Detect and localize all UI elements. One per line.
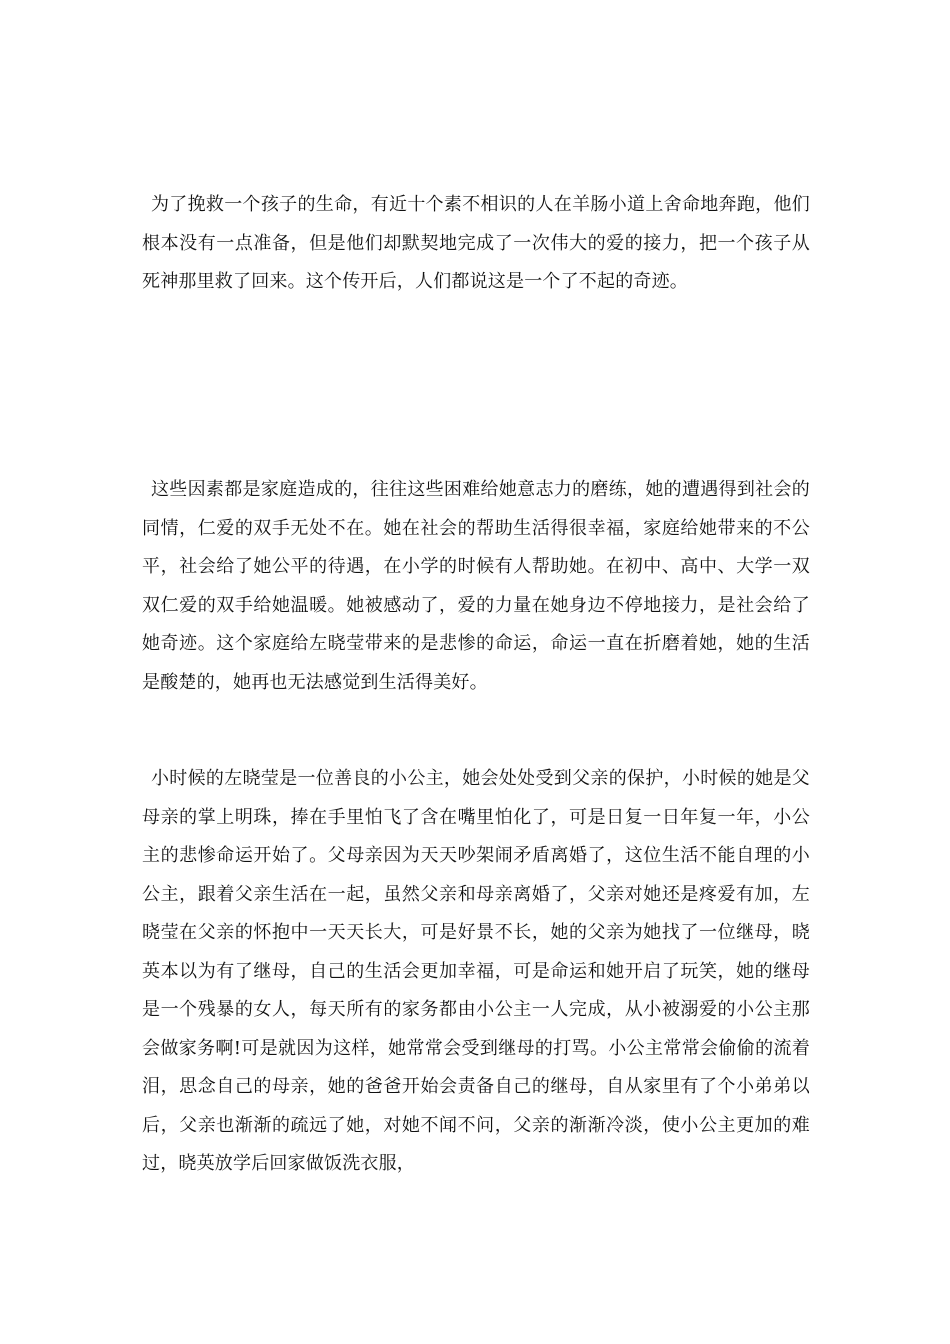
paragraph-rescue-relay: 为了挽救一个孩子的生命，有近十个素不相识的人在羊肠小道上舍命地奔跑，他们根本没有一点准备，但是他们却默契地完成了一次伟大的爱的接力，把一个孩子从死神那里救了回来。这个传开后，人们都说这是一个了不起的奇迹。 bbox=[142, 194, 810, 292]
paragraph-family-hardship: 这些因素都是家庭造成的，往往这些困难给她意志力的磨练，她的遭遇得到社会的同情，仁爱的双手无处不在。她在社会的帮助生活得很幸福，家庭给她带来的不公平，社会给了她公平的待遇，在小学的时候有人帮助她。在初中、高中、大学一双双仁爱的双手给她温暖。她被感动了，爱的力量在她身边不停地接力，是社会给了她奇迹。这个家庭给左晓莹带来的是悲惨的命运，命运一直在折磨着她，她的生活是酸楚的，她再也无法感觉到生活得美好。 bbox=[142, 479, 810, 693]
paragraph-little-princess: 小时候的左晓莹是一位善良的小公主，她会处处受到父亲的保护，小时候的她是父母亲的掌上明珠，捧在手里怕飞了含在嘴里怕化了，可是日复一日年复一年，小公主的悲惨命运开始了。父母亲因为天天吵架闹矛盾离婚了，这位生活不能自理的小公主，跟着父亲生活在一起，虽然父亲和母亲离婚了，父亲对她还是疼爱有加，左晓莹在父亲的怀抱中一天天长大，可是好景不长，她的父亲为她找了一位继母，晓英本以为有了继母，自己的生活会更加幸福，可是命运和她开启了玩笑，她的继母是一个残暴的女人，每天所有的家务都由小公主一人完成，从小被溺爱的小公主那会做家务啊!可是就因为这样，她常常会受到继母的打骂。小公主常常会偷偷的流着泪，思念自己的母亲，她的爸爸开始会责备自己的继母，自从家里有了个小弟弟以后，父亲也渐渐的疏远了她，对她不闻不问，父亲的渐渐冷淡，使小公主更加的难过，晓英放学后回家做饭洗衣服， bbox=[142, 768, 810, 1174]
